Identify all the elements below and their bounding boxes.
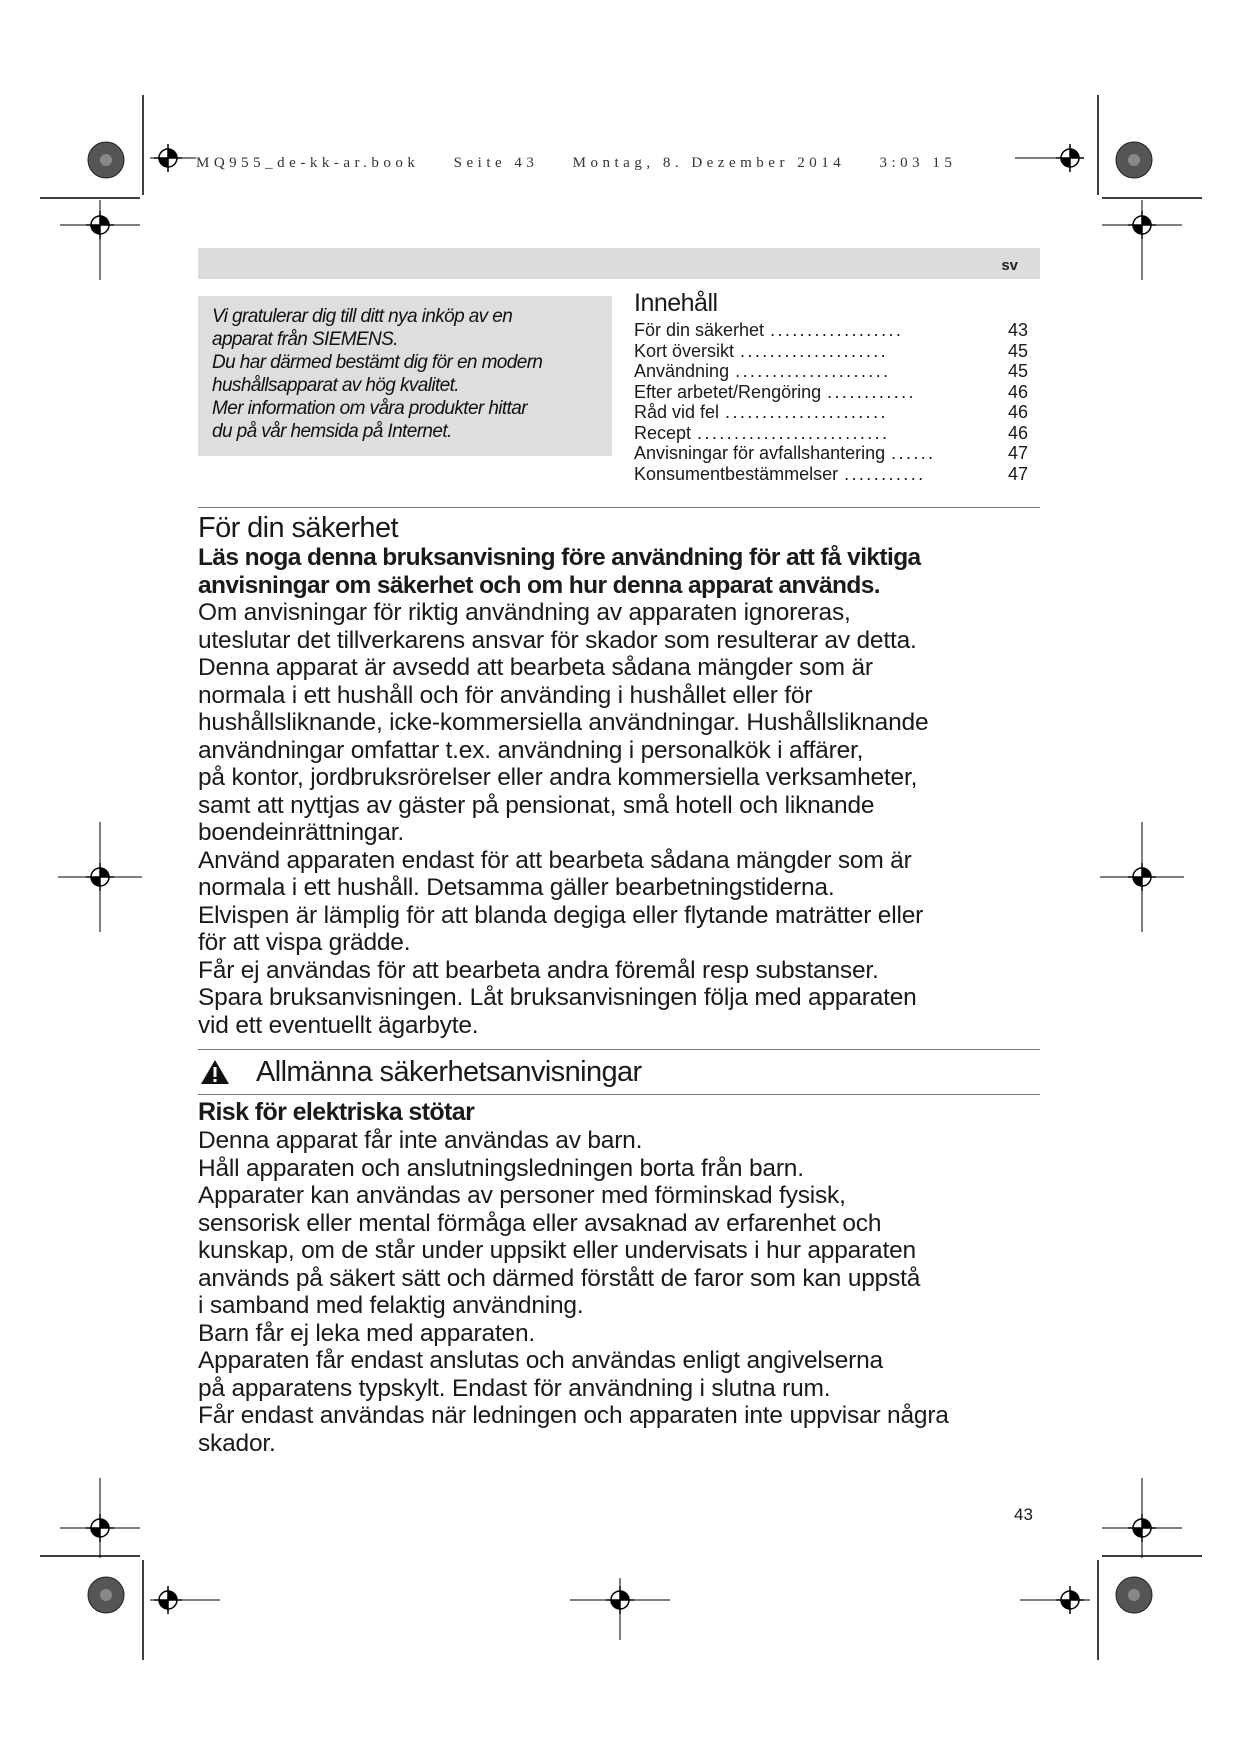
toc-item[interactable] xyxy=(634,382,1034,403)
toc-item-label: Råd vid fel xyxy=(634,402,720,422)
safety-body xyxy=(198,599,1078,1039)
toc-item-label: Användning xyxy=(634,361,730,381)
toc-title: Innehåll xyxy=(634,289,718,317)
body-line: Får endast användas när ledningen och apparaten inte uppvisar några xyxy=(198,1402,949,1429)
toc-item-page: 47 xyxy=(1007,443,1028,463)
general-safety-section xyxy=(198,1098,1078,1457)
safety-lead-line: Läs noga denna bruksanvisning före användning för att få viktiga xyxy=(198,544,921,571)
toc-item-page: 46 xyxy=(1007,381,1028,402)
toc-leader-dots: .................. xyxy=(770,320,904,340)
intro-line: Mer information om våra produkter hittar xyxy=(212,398,527,419)
toc-item-label: Kort översikt xyxy=(634,340,735,361)
body-line: normala i ett hushåll och för använding i hushållet eller för xyxy=(198,681,813,709)
body-line: Denna apparat får inte användas av barn. xyxy=(198,1127,643,1154)
body-line: Håll apparaten och anslutningsledningen borta från barn. xyxy=(198,1154,804,1182)
toc-item-label: Konsumentbestämmelser xyxy=(634,463,839,484)
body-line: på apparatens typskylt. Endast för användning i slutna rum. xyxy=(198,1374,831,1402)
language-bar xyxy=(198,248,1040,279)
body-line: kunskap, om de står under uppsikt eller undervisats i hur apparaten xyxy=(198,1237,916,1264)
intro-line: du på vår hemsida på Internet. xyxy=(212,421,452,442)
print-header-time: 3:03 15 xyxy=(879,155,957,171)
language-code: sv xyxy=(1001,257,1018,274)
safety-lead xyxy=(198,544,1078,599)
general-safety-header xyxy=(198,1052,1040,1092)
electric-shock-subtitle: Risk för elektriska stötar xyxy=(198,1098,475,1126)
toc-item-page: 46 xyxy=(1007,422,1028,443)
safety-title: För din säkerhet xyxy=(198,512,398,544)
safety-lead-line: anvisningar om säkerhet och om hur denna apparat används. xyxy=(198,571,880,599)
body-line: uteslutar det tillverkarens ansvar för skador som resulterar av detta. xyxy=(198,626,917,654)
intro-line: hushållsapparat av hög kvalitet. xyxy=(212,375,459,396)
divider xyxy=(198,1094,1040,1095)
intro-line: Vi gratulerar dig till ditt nya inköp av en xyxy=(212,306,513,327)
general-safety-body xyxy=(198,1127,1078,1457)
body-line: Elvispen är lämplig för att blanda degiga eller flytande maträtter eller xyxy=(198,901,924,929)
toc-item[interactable] xyxy=(634,320,1034,341)
body-line: Denna apparat är avsedd att bearbeta sådana mängder som är xyxy=(198,654,873,681)
body-line: sensorisk eller mental förmåga eller avsaknad av erfarenhet och xyxy=(198,1209,882,1237)
toc-item[interactable] xyxy=(634,341,1034,362)
toc-item[interactable] xyxy=(634,464,1034,485)
body-line: används på säkert sätt och därmed förstått de faror som kan uppstå xyxy=(198,1264,921,1292)
body-line: samt att nyttjas av gäster på pensionat, små hotell och liknande xyxy=(198,791,875,819)
body-line: boendeinrättningar. xyxy=(198,819,404,846)
toc-item-page: 45 xyxy=(1007,361,1028,381)
body-line: Apparaten får endast anslutas och användas enligt angivelserna xyxy=(198,1347,883,1374)
body-line: Får ej användas för att bearbeta andra föremål resp substanser. xyxy=(198,956,879,984)
print-header xyxy=(196,155,982,172)
intro-box xyxy=(198,296,612,456)
toc-item[interactable] xyxy=(634,443,1034,464)
toc-item[interactable] xyxy=(634,402,1034,423)
toc-item[interactable] xyxy=(634,361,1034,382)
toc-leader-dots: ..................... xyxy=(735,361,891,381)
body-line: normala i ett hushåll. Detsamma gäller bearbetningstiderna. xyxy=(198,874,835,901)
toc-item-label: För din säkerhet xyxy=(634,320,765,340)
toc-leader-dots: .......................... xyxy=(697,422,890,443)
print-header-seite: Seite 43 xyxy=(453,155,539,171)
toc-item[interactable] xyxy=(634,423,1034,444)
print-header-date: Montag, 8. Dezember 2014 xyxy=(572,155,846,171)
toc-leader-dots: ........... xyxy=(844,463,926,484)
body-line: användningar omfattar t.ex. användning i personalkök i affärer, xyxy=(198,736,864,764)
print-header-file: MQ955_de-kk-ar.book xyxy=(196,155,420,171)
divider xyxy=(198,1049,1040,1050)
toc-item-page: 47 xyxy=(1007,463,1028,484)
divider xyxy=(198,507,1040,508)
intro-line: Du har därmed bestämt dig för en modern xyxy=(212,352,543,373)
body-line: för att vispa grädde. xyxy=(198,929,411,956)
body-line: Apparater kan användas av personer med förminskad fysisk, xyxy=(198,1182,846,1209)
general-safety-title: Allmänna säkerhetsanvisningar xyxy=(256,1055,642,1088)
body-line: Barn får ej leka med apparaten. xyxy=(198,1319,536,1347)
body-line: på kontor, jordbruksrörelser eller andra kommersiella verksamheter, xyxy=(198,764,918,791)
body-line: Om anvisningar för riktig användning av apparaten ignoreras, xyxy=(198,599,851,626)
body-line: vid ett eventuellt ägarbyte. xyxy=(198,1011,479,1039)
intro-line: apparat från SIEMENS. xyxy=(212,329,398,350)
toc-item-label: Efter arbetet/Rengöring xyxy=(634,381,822,402)
toc-leader-dots: .................... xyxy=(740,340,889,361)
toc-item-label: Anvisningar för avfallshantering xyxy=(634,443,886,463)
page-number: 43 xyxy=(1014,1505,1033,1524)
body-line: skador. xyxy=(198,1429,276,1457)
body-line: i samband med felaktig användning. xyxy=(198,1292,584,1319)
toc-item-page: 46 xyxy=(1007,402,1028,422)
body-line: Använd apparaten endast för att bearbeta sådana mängder som är xyxy=(198,846,912,874)
table-of-contents xyxy=(634,288,1034,484)
toc-leader-dots: ............ xyxy=(827,381,916,402)
toc-item-label: Recept xyxy=(634,422,692,443)
safety-section xyxy=(198,512,1078,1039)
warning-triangle-icon xyxy=(200,1059,230,1085)
toc-leader-dots: ...... xyxy=(891,443,936,463)
body-line: Spara bruksanvisningen. Låt bruksanvisningen följa med apparaten xyxy=(198,984,917,1011)
toc-item-page: 43 xyxy=(1007,320,1028,340)
toc-leader-dots: ...................... xyxy=(725,402,888,422)
body-line: hushållsliknande, icke-kommersiella användningar. Hushållsliknande xyxy=(198,709,929,736)
toc-item-page: 45 xyxy=(1007,340,1028,361)
